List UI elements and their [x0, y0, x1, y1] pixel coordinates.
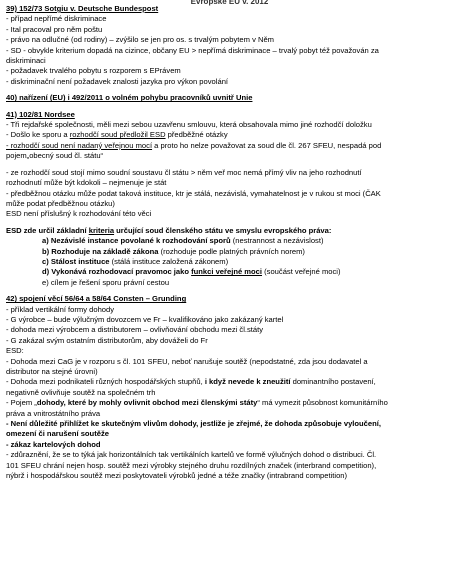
s41-criteria-intro: ESD zde určil základní kriteria určující soud členského státu ve smyslu evropského práva:: [6, 225, 332, 235]
s42-line: omezení či narušení soutěže: [6, 429, 109, 439]
s42-line: práva a vnitrostátního práva: [6, 408, 101, 418]
s41-line: - Tři rejdařské společnosti, měli mezi sebou uzavřenu smlouvu, která obsahovala mimo jiné rozhodčí doložku: [6, 120, 372, 130]
section-40-heading: 40) nařízení (EU) i 492/2011 o volném pohybu pracovníků uvnitř Unie: [6, 93, 253, 103]
s42-line: distributor na stejné úrovni): [6, 367, 98, 376]
s42-line: - příklad vertikální formy dohody: [6, 304, 115, 314]
s39-line: - SD - obvykle kriterium dopadá na cizince, občany EU > nepřímá diskriminace – trvalý pobyt též považován za: [6, 45, 379, 55]
s42-line: - Není důležité přihlížet ke skutečným vlivům dohody, jestliže je zřejmé, že dohoda způsobuje vyloučení,: [6, 419, 381, 429]
s39-line: diskriminaci: [6, 56, 46, 66]
section-41-heading: 41) 102/81 Nordsee: [6, 109, 75, 119]
criterion-e: e) cílem je řešení sporu právní cestou: [42, 277, 170, 287]
s39-line: - požadavek trvalého pobytu s rozporem s EPrávem: [6, 66, 181, 76]
s42-line: - dohoda mezi výrobcem a distributorem – ovlivňování obchodu mezi čl.státy: [6, 325, 264, 335]
s41-line: pojem„obecný soud čl. státu“: [6, 151, 104, 161]
s39-line: - případ nepřímé diskriminace: [6, 14, 107, 24]
s39-line: - Ital pracoval pro něm poštu: [6, 24, 103, 34]
s42-line: negativně ovlivňuje soutěž na společném trh: [6, 387, 156, 397]
s41-line: - rozhodčí soud není nadaný veřejnou mocí a proto ho nelze považovat za soud dle čl. 267 SFEU, nespadá pod: [6, 140, 382, 150]
s41-line: - ze rozhodčí soud stojí mimo soudní soustavu čl státu > něm veř moc nemá přímý vliv na jeho rozhodnutí: [6, 167, 362, 177]
criterion-c: c) Stálost instituce (stálá instituce založená zákonem): [42, 256, 229, 266]
s39-line: - diskriminační není požadavek znalosti jazyka pro výkon povolání: [6, 76, 229, 86]
s41-line: může podat předběžnou otázku): [6, 198, 115, 208]
s42-line: - G zakázal svým ostatním distributorům, aby dováželi do Fr: [6, 335, 208, 345]
s41-line: rozhodnutí může být kdokoli – nejmenuje je stát: [6, 178, 167, 188]
criterion-d: d) Vykonává rozhodovací pravomoc jako funkci veřejné moci (součást veřejné moci): [42, 267, 341, 277]
s42-line: - G výrobce – bude výlučným dovozcem ve Fr – kvalifikováno jako zakázaný kartel: [6, 314, 284, 324]
criterion-b: b) Rozhoduje na základě zákona (rozhoduje podle platných právních norem): [42, 246, 305, 256]
s42-line: - zdůraznění, že se to týká jak horizontálních tak vertikálních kartelů ve formě výlučných dohod o distribuci. Čl.: [6, 450, 377, 460]
s42-line: - Dohoda mezi podnikateli různých hospodářských stupňů, i když nevede k zneužití dominantního postavení,: [6, 377, 376, 387]
criterion-a: a) Nezávislé instance povolané k rozhodování sporů (nestrannost a nezávislost): [42, 236, 324, 246]
s42-line: - Dohoda mezi CaG je v rozporu s čl. 101 SFEU, neboť narušuje soutěž (nepodstatné, zda jsou dodavatel a: [6, 356, 368, 366]
s39-line: - právo na odlučné (od rodiny) – zvýšilo se jen pro os. s trvalým pobytem v Něm: [6, 35, 275, 45]
s42-line: nýbrž i hospodářskou soutěž mezi poskytovateli výrobků jedné a téže značky (intrabrand competition): [6, 471, 348, 481]
section-42-heading: 42) spojení věcí 56/64 a 58/64 Consten – Grunding: [6, 294, 187, 304]
section-39-heading: 39) 152/73 Sotgiu v. Deutsche Bundespost: [6, 4, 159, 13]
s42-line: ESD:: [6, 346, 24, 356]
page-title-cut: Evropské EU v. 2012: [190, 0, 269, 6]
s42-line: - Pojem „dohody, které by mohly ovlivnit obchod mezi členskými státy“ má vymezit působnost komunitárního: [6, 398, 388, 408]
s42-line: - zákaz kartelových dohod: [6, 439, 101, 449]
s41-line: ESD není příslušný k rozhodování této věci: [6, 209, 152, 219]
s41-line: - Došlo ke sporu a rozhodčí soud předložil ESD předběžné otázky: [6, 130, 228, 140]
s41-line: - předběžnou otázku může podat taková instituce, ktr je stálá, nezávislá, vymahatelnost je v rukou st moci (ČAK: [6, 188, 381, 198]
s42-line: 101 SFEU chrání nejen hosp. soutěž mezi výrobky stejného druhu rozdílných značek (interbrand competition),: [6, 460, 377, 470]
